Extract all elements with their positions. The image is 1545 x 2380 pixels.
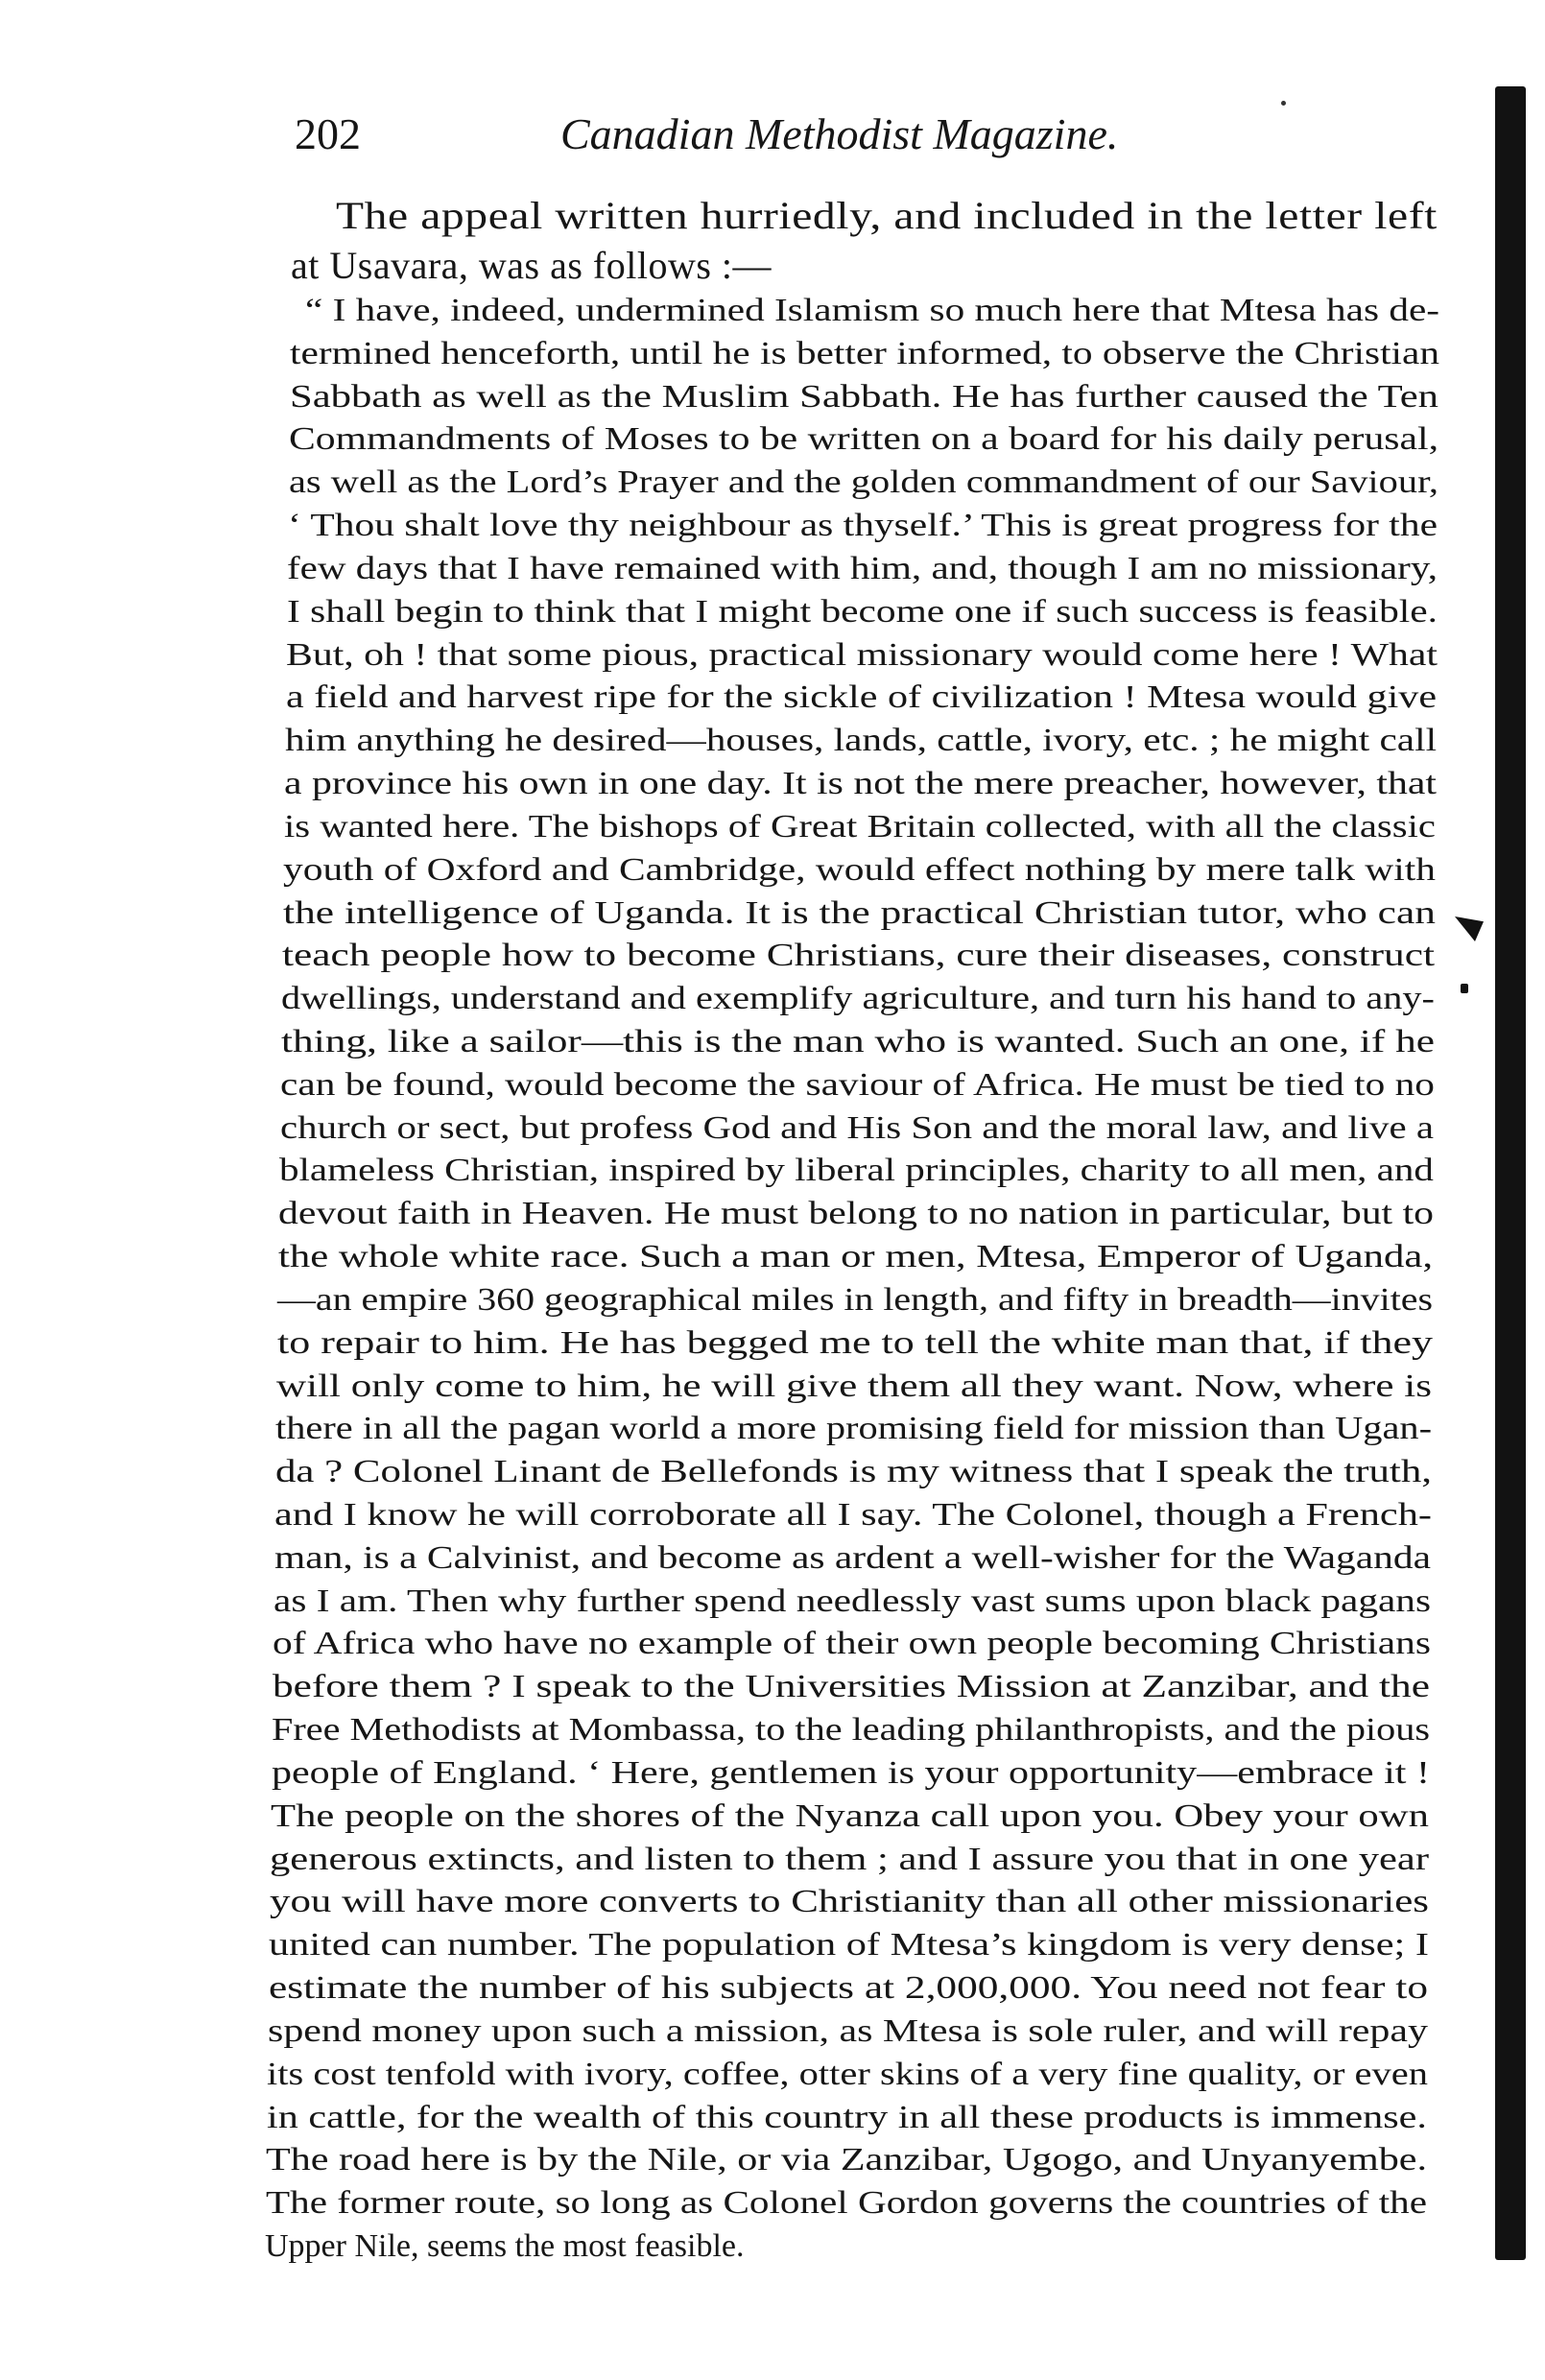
quote-line: spend money upon such a mission, as Mtesa is sole ruler, and will repay bbox=[268, 2013, 1429, 2049]
quote-line: man, is a Calvinist, and become as ardent a well-wisher for the Waganda bbox=[274, 1540, 1432, 1576]
quote-line: estimate the number of his subjects at 2,000,000. You need not fear to bbox=[269, 1970, 1429, 2006]
quote-line: blameless Christian, inspired by liberal principles, charity to all men, and bbox=[279, 1153, 1434, 1188]
quote-line: there in all the pagan world a more promising field for mission than Ugan- bbox=[275, 1411, 1433, 1446]
quote-line: I shall begin to think that I might become one if such success is feasible. bbox=[287, 594, 1438, 630]
quote-line: Free Methodists at Mombassa, to the leading philanthropists, and the pious bbox=[272, 1712, 1431, 1748]
quote-line: the whole white race. Such a man or men, Mtesa, Emperor of Uganda, bbox=[278, 1239, 1434, 1274]
quote-line: dwellings, understand and exemplify agriculture, and turn his hand to any- bbox=[281, 981, 1435, 1016]
quote-line: The road here is by the Nile, or via Zanzibar, Ugogo, and Unyanyembe. bbox=[266, 2142, 1428, 2178]
scan-edge-mark bbox=[1461, 984, 1468, 993]
quote-line: as I am. Then why further spend needlessly vast sums upon black pagans bbox=[273, 1583, 1432, 1619]
quote-line: the intelligence of Uganda. It is the practical Christian tutor, who can bbox=[283, 895, 1436, 931]
scan-edge-notch bbox=[1455, 916, 1484, 941]
quote-line: few days that I have remained with him, and, though I am no missionary, bbox=[287, 551, 1438, 586]
quote-line: is wanted here. The bishops of Great Britain collected, with all the classic bbox=[284, 809, 1436, 845]
quote-line: youth of Oxford and Cambridge, would effect nothing by mere talk with bbox=[283, 852, 1437, 888]
quote-line: termined henceforth, until he is better informed, to observe the Christian bbox=[290, 336, 1440, 371]
quote-line: ‘ Thou shalt love thy neighbour as thyself.’ This is great progress for the bbox=[288, 508, 1438, 543]
quote-line: Sabbath as well as the Muslim Sabbath. He has further caused the Ten bbox=[290, 379, 1439, 415]
quote-line: “ I have, indeed, undermined Islamism so much here that Mtesa has de- bbox=[305, 293, 1440, 328]
running-title: Canadian Methodist Magazine. bbox=[560, 109, 1119, 158]
quote-line: devout faith in Heaven. He must belong to no nation in particular, but to bbox=[278, 1196, 1435, 1231]
quote-line: you will have more converts to Christianity than all other missionaries bbox=[270, 1884, 1429, 1919]
quote-line: as well as the Lord’s Prayer and the golden commandment of our Saviour, bbox=[289, 464, 1439, 500]
quote-line: to repair to him. He has begged me to tell the white man that, if they bbox=[277, 1325, 1434, 1361]
quote-line: Upper Nile, seems the most feasible. bbox=[265, 2228, 745, 2264]
quote-line: The former route, so long as Colonel Gordon governs the countries of the bbox=[266, 2185, 1428, 2221]
quote-line: before them ? I speak to the Universities Mission at Zanzibar, and the bbox=[273, 1669, 1430, 1704]
quote-line: in cattle, for the wealth of this country in all these products is immense. bbox=[267, 2100, 1427, 2135]
intro-line: The appeal written hurriedly, and included in the letter left bbox=[336, 194, 1438, 237]
quote-line: The people on the shores of the Nyanza call upon you. Obey your own bbox=[271, 1798, 1429, 1834]
quote-line: people of England. ‘ Here, gentlemen is your opportunity—embrace it ! bbox=[272, 1755, 1430, 1791]
quote-line: can be found, would become the saviour of Africa. He must be tied to no bbox=[280, 1067, 1435, 1103]
quote-line: its cost tenfold with ivory, coffee, otter skins of a very fine quality, or even bbox=[267, 2057, 1429, 2092]
quote-line: But, oh ! that some pious, practical missionary would come here ! What bbox=[286, 637, 1438, 673]
scan-speck bbox=[1281, 101, 1286, 106]
page-number: 202 bbox=[295, 109, 361, 158]
quote-line: generous extincts, and listen to them ; and I assure you that in one year bbox=[270, 1842, 1430, 1877]
page-header bbox=[0, 0, 1545, 192]
quote-line: church or sect, but profess God and His Son and the moral law, and live a bbox=[280, 1110, 1435, 1146]
quote-line: united can number. The population of Mtesa’s kingdom is very dense; I bbox=[269, 1927, 1430, 1963]
quote-line: Commandments of Moses to be written on a board for his daily perusal, bbox=[289, 421, 1439, 457]
quote-line: teach people how to become Christians, cure their diseases, construct bbox=[282, 938, 1436, 973]
scan-edge-shadow bbox=[1495, 86, 1526, 2260]
intro-line: at Usavara, was as follows :— bbox=[291, 244, 772, 287]
quote-line: —an empire 360 geographical miles in length, and fifty in breadth—invites bbox=[277, 1282, 1434, 1318]
quote-line: and I know he will corroborate all I say. The Colonel, though a French- bbox=[274, 1497, 1432, 1533]
quote-line: a field and harvest ripe for the sickle of civilization ! Mtesa would give bbox=[286, 679, 1438, 715]
quote-line: of Africa who have no example of their own people becoming Christians bbox=[273, 1626, 1431, 1661]
quote-line: a province his own in one day. It is not the mere preacher, however, that bbox=[284, 766, 1437, 801]
quote-line: him anything he desired—houses, lands, cattle, ivory, etc. ; he might call bbox=[285, 723, 1438, 758]
quote-line: thing, like a sailor—this is the man who is wanted. Such an one, if he bbox=[281, 1024, 1436, 1059]
quote-line: will only come to him, he will give them all they want. Now, where is bbox=[276, 1368, 1432, 1404]
quote-line: da ? Colonel Linant de Bellefonds is my witness that I speak the truth, bbox=[275, 1454, 1433, 1489]
